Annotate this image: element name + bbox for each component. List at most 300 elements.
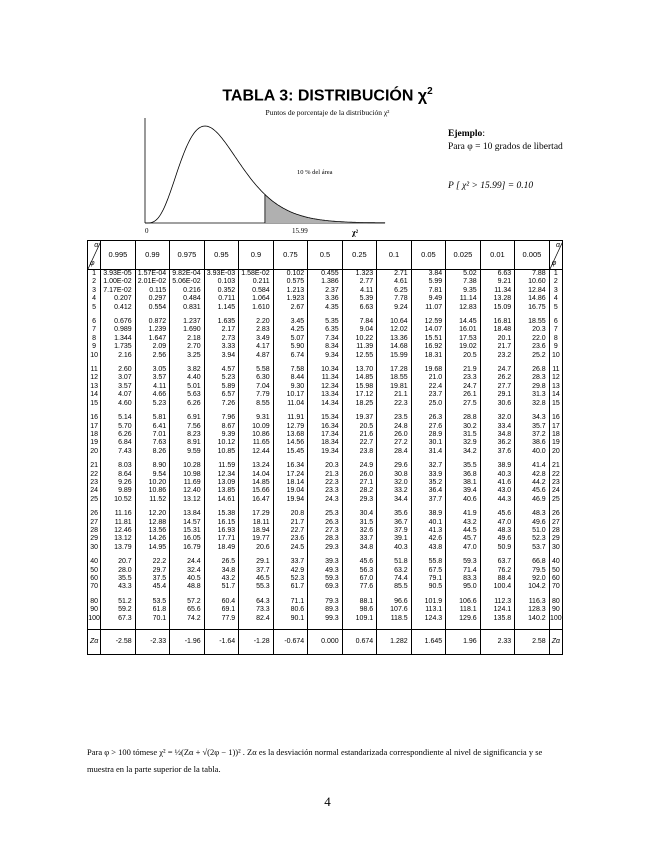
table-cell: 14.85: [239, 479, 274, 487]
example-probability: P [ χ² > 15.99] = 0.10: [448, 181, 534, 191]
table-cell: 1.064: [239, 295, 274, 303]
z-cell: 0.000: [308, 630, 343, 655]
table-cell: 31.5: [342, 519, 377, 527]
df-label: 10: [549, 352, 562, 360]
table-cell: 17.24: [273, 471, 308, 479]
example-box: Ejemplo: Para φ = 10 grados de libertad: [448, 129, 563, 152]
table-cell: 140.2: [515, 615, 550, 623]
table-cell: 35.7: [515, 423, 550, 431]
z-cell: -2.33: [135, 630, 170, 655]
table-cell: 12.34: [308, 383, 343, 391]
table-cell: 64.3: [239, 598, 274, 606]
df-label: 16: [88, 414, 101, 422]
table-cell: 63.7: [480, 558, 515, 566]
table-cell: 6.30: [239, 374, 274, 382]
table-cell: 90.1: [273, 615, 308, 623]
table-cell: 10.52: [101, 496, 136, 504]
table-cell: 18.34: [308, 439, 343, 447]
df-label: 30: [88, 544, 101, 552]
table-cell: 12.44: [239, 448, 274, 456]
table-cell: 25.3: [308, 510, 343, 518]
table-cell: 13.70: [342, 366, 377, 374]
table-row: [88, 335, 563, 343]
table-cell: 47.0: [480, 519, 515, 527]
table-cell: 13.12: [101, 535, 136, 543]
chi-square-density-figure: [140, 118, 390, 238]
table-cell: 41.9: [446, 510, 481, 518]
table-cell: 7.58: [273, 366, 308, 374]
table-row: [88, 326, 563, 334]
table-row: [88, 278, 563, 286]
table-cell: 8.26: [135, 448, 170, 456]
alpha-header: 0.025: [446, 241, 481, 270]
table-row: [88, 606, 563, 614]
table-cell: 10.60: [515, 278, 550, 286]
area-label: 10 % del área: [297, 169, 333, 176]
table-cell: 2.37: [308, 287, 343, 295]
z-cell: -1.96: [170, 630, 205, 655]
table-cell: 2.01E-02: [135, 278, 170, 286]
table-cell: 0.103: [204, 278, 239, 286]
table-cell: 51.8: [377, 558, 412, 566]
df-label: 70: [88, 583, 101, 591]
df-label: 3: [549, 287, 562, 295]
table-cell: 5.90: [273, 343, 308, 351]
table-cell: 51.7: [204, 583, 239, 591]
table-row: [88, 535, 563, 543]
df-label: 1: [549, 270, 562, 279]
corner-phi-label: φ: [90, 259, 95, 267]
table-cell: 36.4: [411, 487, 446, 495]
table-cell: 1.58E-02: [239, 270, 274, 279]
table-cell: 3.25: [170, 352, 205, 360]
table-cell: 38.9: [411, 510, 446, 518]
table-row: [88, 448, 563, 456]
table-cell: 14.04: [239, 471, 274, 479]
table-cell: 55.8: [411, 558, 446, 566]
table-cell: 35.6: [377, 510, 412, 518]
table-cell: 29.3: [308, 544, 343, 552]
table-cell: 31.3: [515, 391, 550, 399]
table-cell: 10.64: [377, 318, 412, 326]
table-cell: 12.02: [377, 326, 412, 334]
table-cell: 34.8: [204, 567, 239, 575]
table-cell: 37.9: [377, 527, 412, 535]
table-cell: 0.455: [308, 270, 343, 279]
table-cell: 13.12: [170, 496, 205, 504]
table-cell: 44.5: [446, 527, 481, 535]
table-cell: 77.6: [342, 583, 377, 591]
table-cell: 9.59: [170, 448, 205, 456]
table-cell: 32.8: [515, 400, 550, 408]
table-cell: 5.06E-02: [170, 278, 205, 286]
table-cell: 1.237: [170, 318, 205, 326]
table-cell: 4.11: [342, 287, 377, 295]
table-cell: 69.3: [308, 583, 343, 591]
table-cell: 13.28: [480, 295, 515, 303]
table-cell: 3.93E-05: [101, 270, 136, 279]
table-cell: 51.0: [515, 527, 550, 535]
table-cell: 83.3: [446, 575, 481, 583]
table-cell: 5.23: [204, 374, 239, 382]
footnote-text: es la desviación normal estandarizada correspondiente al nivel de significancia y se muestra en la parte superior de la tabla.: [87, 747, 543, 774]
table-cell: 49.6: [515, 519, 550, 527]
table-cell: 19.81: [377, 383, 412, 391]
table-cell: 19.02: [446, 343, 481, 351]
table-cell: 8.55: [239, 400, 274, 408]
table-cell: 61.8: [135, 606, 170, 614]
table-cell: 42.6: [411, 535, 446, 543]
table-cell: 19.34: [308, 448, 343, 456]
table-cell: 41.4: [515, 462, 550, 470]
table-cell: 9.31: [239, 414, 274, 422]
table-cell: 26.3: [411, 414, 446, 422]
table-cell: 35.5: [101, 575, 136, 583]
table-cell: 17.29: [239, 510, 274, 518]
alpha-header: 0.95: [204, 241, 239, 270]
table-cell: 14.34: [308, 400, 343, 408]
table-cell: 15.99: [377, 352, 412, 360]
table-cell: 28.0: [101, 567, 136, 575]
alpha-header: 0.1: [377, 241, 412, 270]
alpha-header: 0.995: [101, 241, 136, 270]
table-cell: 15.66: [239, 487, 274, 495]
z-label: Zα: [549, 630, 562, 655]
table-cell: 13.85: [204, 487, 239, 495]
table-cell: 36.7: [377, 519, 412, 527]
table-cell: 44.3: [480, 496, 515, 504]
table-cell: 26.0: [342, 471, 377, 479]
table-cell: 21.0: [411, 374, 446, 382]
z-cell: -0.674: [273, 630, 308, 655]
table-cell: 8.34: [308, 343, 343, 351]
table-cell: 22.0: [515, 335, 550, 343]
table-cell: 0.711: [204, 295, 239, 303]
page-subtitle: Puntos de porcentaje de la distribución χ²: [265, 108, 390, 117]
df-label: 3: [88, 287, 101, 295]
df-label: 80: [88, 598, 101, 606]
table-cell: 74.4: [377, 575, 412, 583]
table-cell: 31.4: [411, 448, 446, 456]
table-cell: 71.4: [446, 567, 481, 575]
table-cell: 52.3: [273, 575, 308, 583]
table-cell: 41.3: [411, 527, 446, 535]
table-cell: 14.57: [170, 519, 205, 527]
df-label: 2: [549, 278, 562, 286]
example-heading: Ejemplo: [448, 129, 483, 139]
corner-alpha-label: α: [556, 242, 560, 249]
table-cell: 16.15: [204, 519, 239, 527]
table-cell: 14.45: [446, 318, 481, 326]
table-cell: 38.6: [515, 439, 550, 447]
table-cell: 10.34: [308, 366, 343, 374]
table-cell: 33.2: [377, 487, 412, 495]
z-cell: -1.28: [239, 630, 274, 655]
df-label: 9: [549, 343, 562, 351]
table-cell: 40.5: [170, 575, 205, 583]
df-label: 11: [88, 366, 101, 374]
table-cell: 51.2: [101, 598, 136, 606]
df-label: 7: [549, 326, 562, 334]
table-cell: 0.412: [101, 304, 136, 312]
table-cell: 14.86: [515, 295, 550, 303]
table-row: [88, 496, 563, 504]
table-cell: 28.2: [342, 487, 377, 495]
table-cell: 23.7: [411, 391, 446, 399]
table-row: [88, 414, 563, 422]
table-cell: 12.59: [411, 318, 446, 326]
table-cell: 43.0: [480, 487, 515, 495]
table-cell: 67.0: [342, 575, 377, 583]
df-label: 20: [88, 448, 101, 456]
table-cell: 43.2: [204, 575, 239, 583]
df-label: 5: [88, 304, 101, 312]
table-cell: 79.1: [411, 575, 446, 583]
table-cell: 24.7: [480, 366, 515, 374]
table-cell: 15.51: [411, 335, 446, 343]
table-cell: 3.93E-03: [204, 270, 239, 279]
table-cell: 39.3: [308, 558, 343, 566]
table-cell: 26.8: [515, 366, 550, 374]
table-cell: 13.79: [101, 544, 136, 552]
table-cell: 10.20: [135, 479, 170, 487]
df-label: 11: [549, 366, 562, 374]
table-cell: 2.20: [239, 318, 274, 326]
df-label: 90: [88, 606, 101, 614]
table-row: [88, 615, 563, 623]
table-row: [88, 598, 563, 606]
table-cell: 16.47: [239, 496, 274, 504]
table-cell: 1.57E-04: [135, 270, 170, 279]
table-cell: 32.4: [170, 567, 205, 575]
table-cell: 18.31: [411, 352, 446, 360]
table-cell: 52.3: [515, 535, 550, 543]
table-row: [88, 479, 563, 487]
table-cell: 2.73: [204, 335, 239, 343]
df-label: 28: [88, 527, 101, 535]
table-cell: 11.34: [480, 287, 515, 295]
table-cell: 70.1: [135, 615, 170, 623]
df-label: 8: [88, 335, 101, 343]
table-cell: 19.04: [273, 487, 308, 495]
df-label: 17: [88, 423, 101, 431]
table-cell: 4.07: [101, 391, 136, 399]
table-cell: 28.3: [308, 535, 343, 543]
table-cell: 7.04: [239, 383, 274, 391]
table-cell: 23.3: [446, 374, 481, 382]
df-label: 26: [88, 510, 101, 518]
table-cell: 67.5: [411, 567, 446, 575]
df-label: 100: [88, 614, 100, 622]
table-cell: 0.676: [101, 318, 136, 326]
table-row: [88, 400, 563, 408]
table-cell: 6.26: [101, 431, 136, 439]
table-cell: 30.8: [377, 471, 412, 479]
df-label: 40: [88, 558, 101, 566]
df-label: 18: [549, 431, 562, 439]
table-cell: 14.61: [204, 496, 239, 504]
table-cell: 135.8: [480, 615, 515, 623]
table-cell: 12.40: [170, 487, 205, 495]
table-cell: 29.3: [342, 496, 377, 504]
table-cell: 2.83: [239, 326, 274, 334]
table-cell: 10.86: [239, 431, 274, 439]
df-label: 21: [549, 462, 562, 470]
table-cell: 11.07: [411, 304, 446, 312]
table-cell: 85.5: [377, 583, 412, 591]
table-cell: 24.3: [308, 496, 343, 504]
table-cell: 19.77: [239, 535, 274, 543]
df-label: 80: [549, 598, 562, 606]
table-cell: 17.28: [377, 366, 412, 374]
table-cell: 0.554: [135, 304, 170, 312]
table-cell: 7.88: [515, 270, 550, 279]
df-label: 40: [549, 558, 562, 566]
df-label: 29: [549, 535, 562, 543]
df-label: 5: [549, 304, 562, 312]
table-cell: 3.36: [308, 295, 343, 303]
header-corner-left: [88, 241, 101, 270]
table-cell: 7.17E-02: [101, 287, 136, 295]
table-cell: 22.2: [135, 558, 170, 566]
table-cell: 15.34: [308, 414, 343, 422]
df-label: 24: [88, 487, 101, 495]
table-cell: 11.04: [273, 400, 308, 408]
table-cell: 88.1: [342, 598, 377, 606]
table-cell: 6.63: [342, 304, 377, 312]
table-cell: 3.94: [204, 352, 239, 360]
df-label: 15: [88, 400, 101, 408]
table-cell: 27.6: [411, 423, 446, 431]
table-cell: 0.989: [101, 326, 136, 334]
table-cell: 1.610: [239, 304, 274, 312]
table-cell: 2.70: [170, 343, 205, 351]
table-cell: 10.12: [204, 439, 239, 447]
table-cell: 107.6: [377, 606, 412, 614]
df-label: 22: [88, 471, 101, 479]
table-cell: 45.6: [515, 487, 550, 495]
df-label: 13: [88, 383, 101, 391]
table-cell: 47.0: [446, 544, 481, 552]
table-cell: 8.91: [170, 439, 205, 447]
table-cell: 124.1: [480, 606, 515, 614]
table-cell: 1.635: [204, 318, 239, 326]
table-cell: 13.36: [377, 335, 412, 343]
df-label: 30: [549, 544, 562, 552]
table-cell: 2.16: [101, 352, 136, 360]
table-cell: 20.8: [273, 510, 308, 518]
table-cell: 17.71: [204, 535, 239, 543]
table-cell: 5.81: [135, 414, 170, 422]
table-cell: 16.81: [480, 318, 515, 326]
df-label: 25: [88, 496, 101, 504]
table-cell: 6.26: [170, 400, 205, 408]
table-cell: 5.01: [170, 383, 205, 391]
table-cell: 43.3: [101, 583, 136, 591]
table-cell: 37.5: [135, 575, 170, 583]
alpha-header: 0.975: [170, 241, 205, 270]
table-cell: 89.3: [308, 606, 343, 614]
table-cell: 34.3: [515, 414, 550, 422]
table-cell: 33.7: [342, 535, 377, 543]
table-cell: 40.6: [446, 496, 481, 504]
table-cell: 23.8: [342, 448, 377, 456]
table-row: [88, 295, 563, 303]
table-cell: 12.20: [135, 510, 170, 518]
table-cell: 4.60: [101, 400, 136, 408]
table-cell: 18.55: [377, 374, 412, 382]
table-cell: 22.7: [273, 527, 308, 535]
table-cell: 23.3: [308, 487, 343, 495]
table-cell: 30.4: [342, 510, 377, 518]
table-cell: 79.3: [308, 598, 343, 606]
table-cell: 0.207: [101, 295, 136, 303]
df-label: 10: [88, 352, 101, 360]
table-cell: 4.87: [239, 352, 274, 360]
table-cell: 48.8: [170, 583, 205, 591]
table-cell: 13.84: [170, 510, 205, 518]
table-cell: 34.8: [342, 544, 377, 552]
table-cell: 18.11: [239, 519, 274, 527]
table-row: [88, 471, 563, 479]
table-cell: 71.1: [273, 598, 308, 606]
table-cell: 9.39: [204, 431, 239, 439]
alpha-header: 0.9: [239, 241, 274, 270]
table-cell: 6.63: [480, 270, 515, 279]
corner-alpha-label: α: [94, 242, 99, 249]
table-row: [88, 383, 563, 391]
table-cell: 14.56: [273, 439, 308, 447]
table-cell: 22.4: [411, 383, 446, 391]
table-cell: 46.9: [515, 496, 550, 504]
df-label: 18: [88, 431, 101, 439]
table-cell: 23.6: [273, 535, 308, 543]
table-cell: 45.6: [480, 510, 515, 518]
table-cell: 28.4: [377, 448, 412, 456]
table-cell: 1.923: [273, 295, 308, 303]
table-cell: 29.6: [377, 462, 412, 470]
table-cell: 7.26: [204, 400, 239, 408]
table-cell: 21.9: [446, 366, 481, 374]
table-cell: 118.5: [377, 615, 412, 623]
table-cell: 37.7: [239, 567, 274, 575]
table-cell: 12.46: [101, 527, 136, 535]
df-label: 21: [88, 462, 101, 470]
df-label: 50: [88, 567, 101, 575]
table-cell: 10.86: [135, 487, 170, 495]
table-cell: 1.690: [170, 326, 205, 334]
df-label: 12: [549, 374, 562, 382]
table-cell: 90.5: [411, 583, 446, 591]
z-cell: 1.96: [446, 630, 481, 655]
table-cell: 9.82E-04: [170, 270, 205, 279]
table-cell: 18.49: [204, 544, 239, 552]
table-cell: 21.7: [480, 343, 515, 351]
table-cell: 35.5: [446, 462, 481, 470]
table-cell: 2.77: [342, 278, 377, 286]
table-cell: 26.1: [446, 391, 481, 399]
table-cell: 26.2: [480, 374, 515, 382]
footnote: [87, 744, 567, 778]
table-cell: 34.4: [377, 496, 412, 504]
table-cell: 3.33: [204, 343, 239, 351]
table-row: [88, 558, 563, 566]
df-label: 1: [88, 270, 101, 279]
table-cell: 9.89: [101, 487, 136, 495]
table-cell: 50.9: [480, 544, 515, 552]
page-number: 4: [324, 794, 331, 809]
z-label: Zα: [88, 630, 101, 655]
